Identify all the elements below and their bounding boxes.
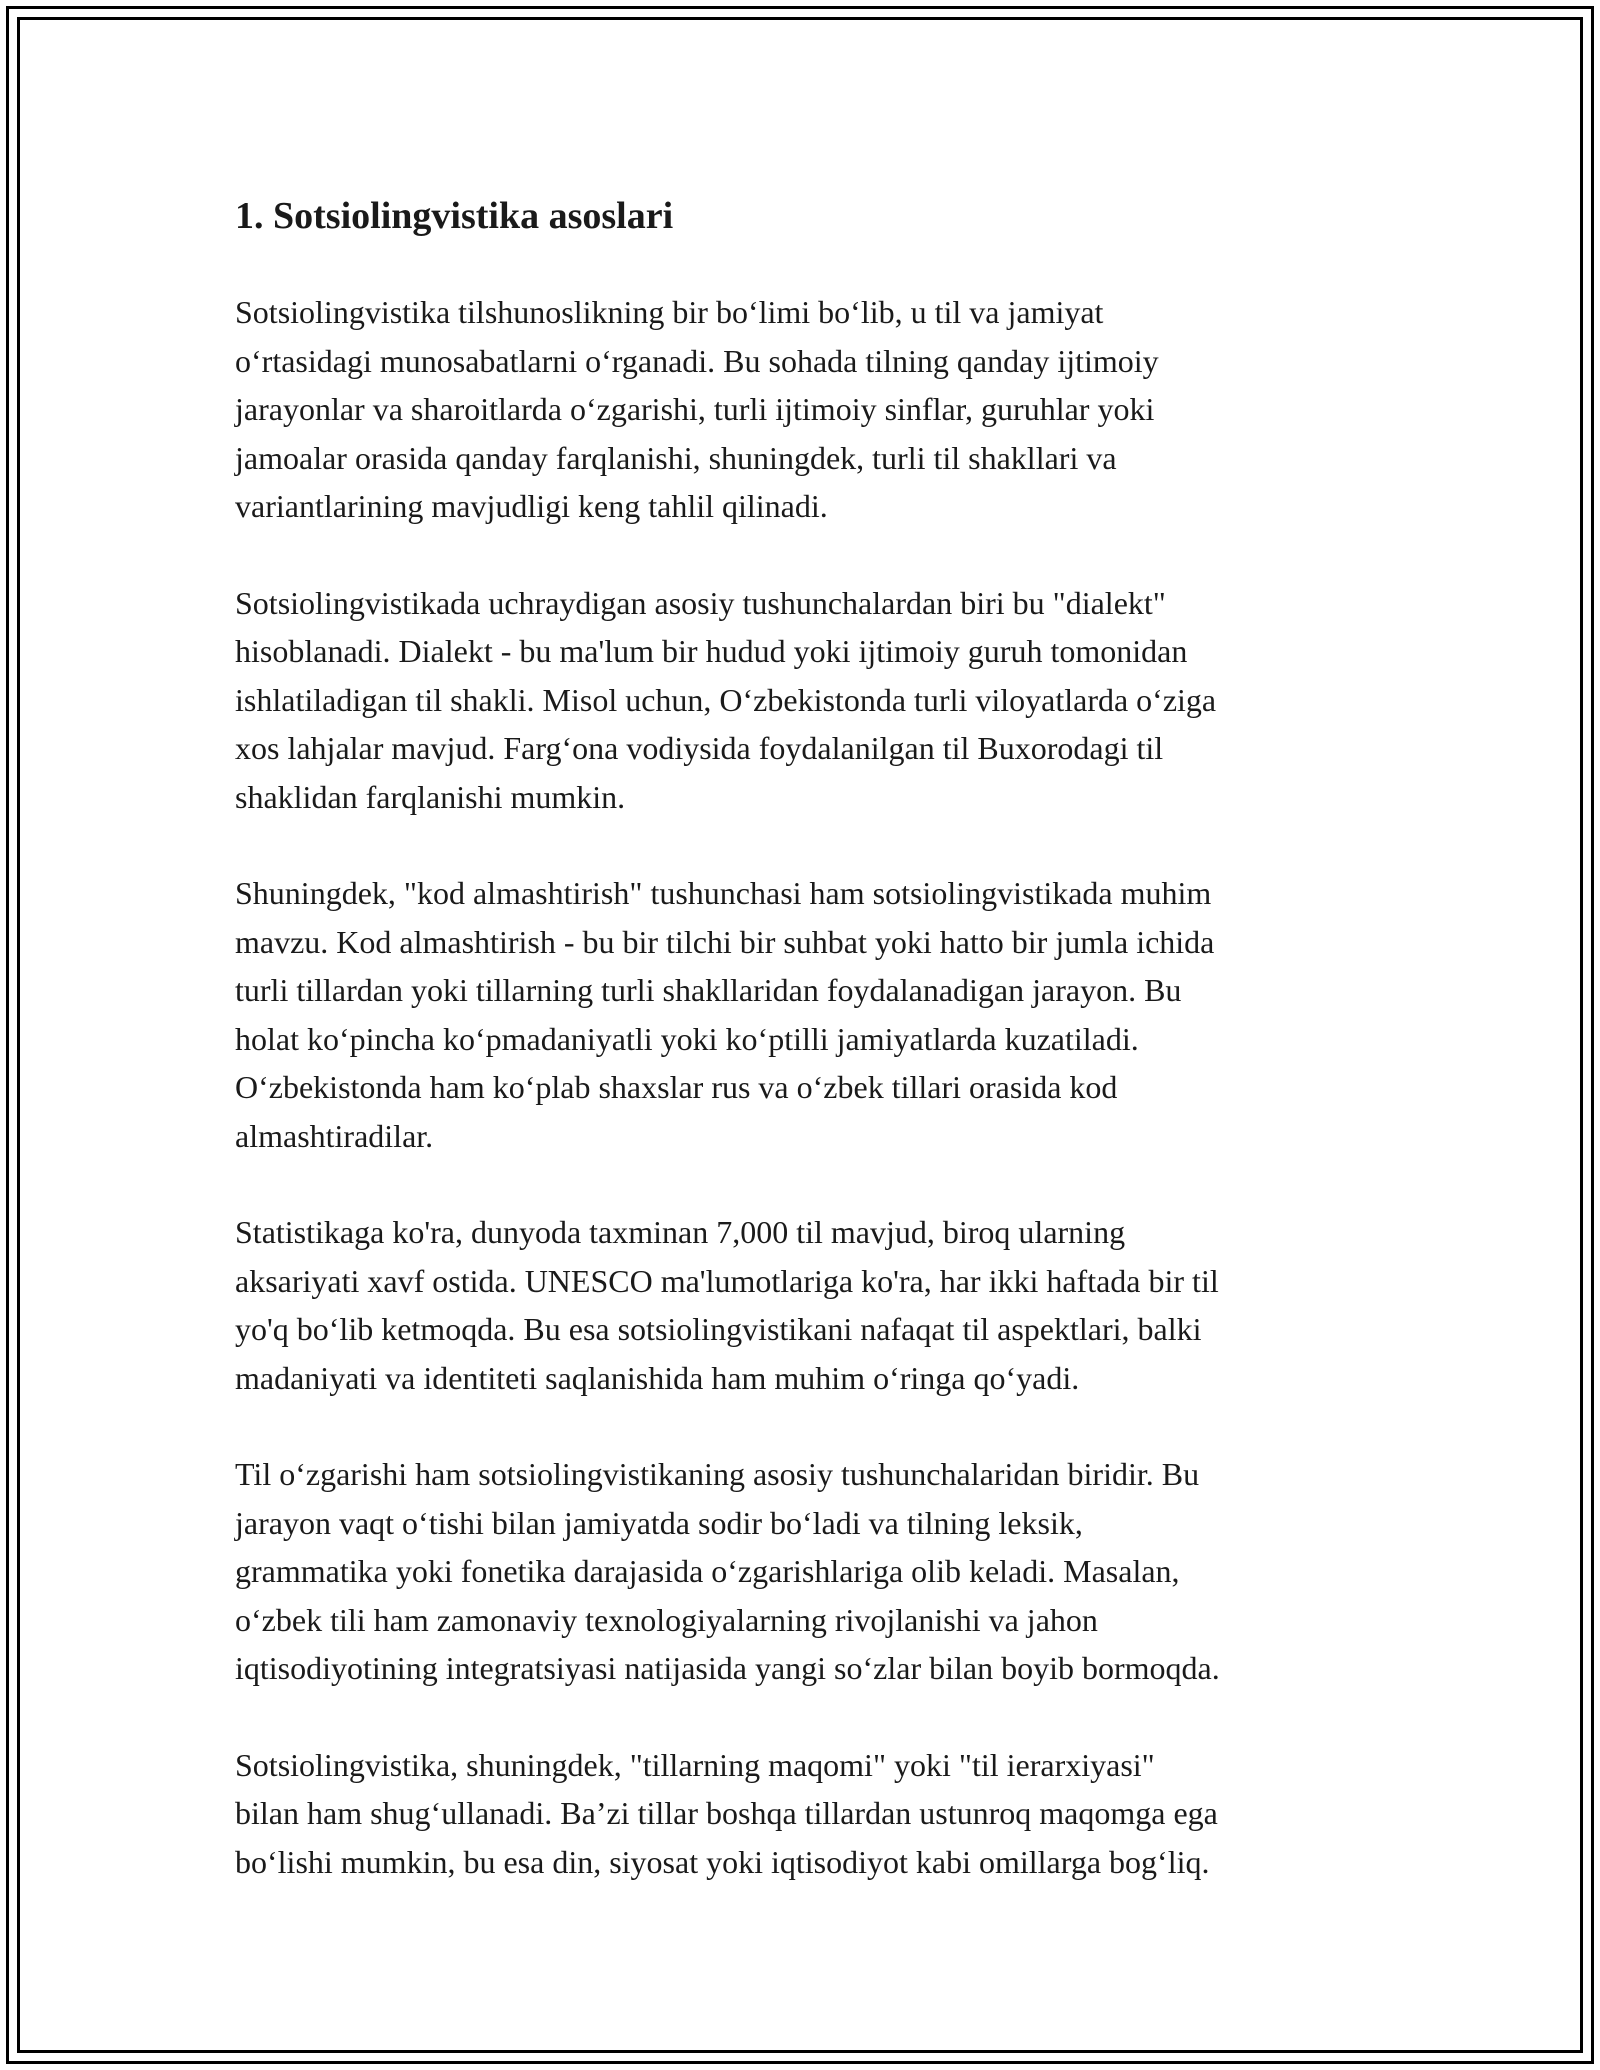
- text-line: jamoalar orasida qanday farqlanishi, shuningdek, turli til shakllari va: [235, 439, 1117, 476]
- text-line: bilan ham shug‘ullanadi. Ba’zi tillar boshqa tillardan ustunroq maqomga ega: [235, 1795, 1218, 1831]
- text-line: o‘zbek tili ham zamonaviy texnologiyalarning rivojlanishi va jahon: [235, 1601, 1098, 1638]
- text-line: Sotsiolingvistika, shuningdek, "tillarning maqomi" yoki "til ierarxiyasi": [235, 1746, 1155, 1783]
- paragraph-statistics: [235, 1208, 1375, 1402]
- text-line: variantlarining mavjudligi keng tahlil qilinadi.: [235, 488, 828, 524]
- text-line: yo'q bo‘lib ketmoqda. Bu esa sotsiolingvistikani nafaqat til aspektlari, balki: [235, 1311, 1202, 1347]
- text-line: mavzu. Kod almashtirish - bu bir tilchi bir suhbat yoki hatto bir jumla ichida: [235, 923, 1215, 960]
- text-line: xos lahjalar mavjud. Farg‘ona vodiysida foydalanilgan til Buxorodagi til: [235, 730, 1164, 766]
- text-line: jarayon vaqt o‘tishi bilan jamiyatda sodir bo‘ladi va tilning leksik,: [235, 1504, 1083, 1541]
- text-line: aksariyati xavf ostida. UNESCO ma'lumotlariga ko'ra, har ikki haftada bir til: [235, 1262, 1219, 1299]
- text-line: turli tillardan yoki tillarning turli shakllaridan foydalanadigan jarayon. Bu: [235, 972, 1182, 1008]
- paragraph-language-change: [235, 1450, 1375, 1693]
- text-line: iqtisodiyotining integratsiyasi natijasida yangi so‘zlar bilan boyib bormoqda.: [235, 1650, 1220, 1686]
- text-line: grammatika yoki fonetika darajasida o‘zgarishlariga olib keladi. Masalan,: [235, 1553, 1180, 1589]
- section-heading: 1. Sotsiolingvistika asoslari: [235, 195, 674, 237]
- text-line: O‘zbekistonda ham ko‘plab shaxslar rus va o‘zbek tillari orasida kod: [235, 1069, 1118, 1105]
- text-line: bo‘lishi mumkin, bu esa din, siyosat yoki iqtisodiyot kabi omillarga bog‘liq.: [235, 1843, 1210, 1880]
- text-line: holat ko‘pincha ko‘pmadaniyatli yoki ko‘ptilli jamiyatlarda kuzatiladi.: [235, 1020, 1139, 1057]
- paragraph-definition: [235, 288, 1375, 531]
- text-line: almashtiradilar.: [235, 1117, 434, 1154]
- text-line: Statistikaga ko'ra, dunyoda taxminan 7,000 til mavjud, biroq ularning: [235, 1214, 1126, 1250]
- paragraph-code-switching: [235, 869, 1375, 1160]
- text-line: ishlatiladigan til shakli. Misol uchun, O‘zbekistonda turli viloyatlarda o‘ziga: [235, 681, 1217, 718]
- text-line: shaklidan farqlanishi mumkin.: [235, 778, 626, 815]
- text-line: Sotsiolingvistika tilshunoslikning bir bo‘limi bo‘lib, u til va jamiyat: [235, 294, 1104, 330]
- text-line: Til o‘zgarishi ham sotsiolingvistikaning asosiy tushunchalaridan biridir. Bu: [235, 1456, 1200, 1492]
- text-line: Sotsiolingvistikada uchraydigan asosiy tushunchalardan biri bu "dialekt": [235, 584, 1166, 621]
- text-line: o‘rtasidagi munosabatlarni o‘rganadi. Bu sohada tilning qanday ijtimoiy: [235, 342, 1159, 379]
- text-line: hisoblanadi. Dialekt - bu ma'lum bir hudud yoki ijtimoiy guruh tomonidan: [235, 633, 1188, 669]
- text-line: Shuningdek, "kod almashtirish" tushunchasi ham sotsiolingvistikada muhim: [235, 875, 1212, 911]
- paragraph-language-status: [235, 1741, 1375, 1887]
- paragraph-dialect: [235, 579, 1375, 822]
- document-body: [235, 178, 1375, 1934]
- text-line: madaniyati va identiteti saqlanishida ham muhim o‘ringa qo‘yadi.: [235, 1359, 1080, 1396]
- text-line: jarayonlar va sharoitlarda o‘zgarishi, turli ijtimoiy sinflar, guruhlar yoki: [235, 391, 1155, 427]
